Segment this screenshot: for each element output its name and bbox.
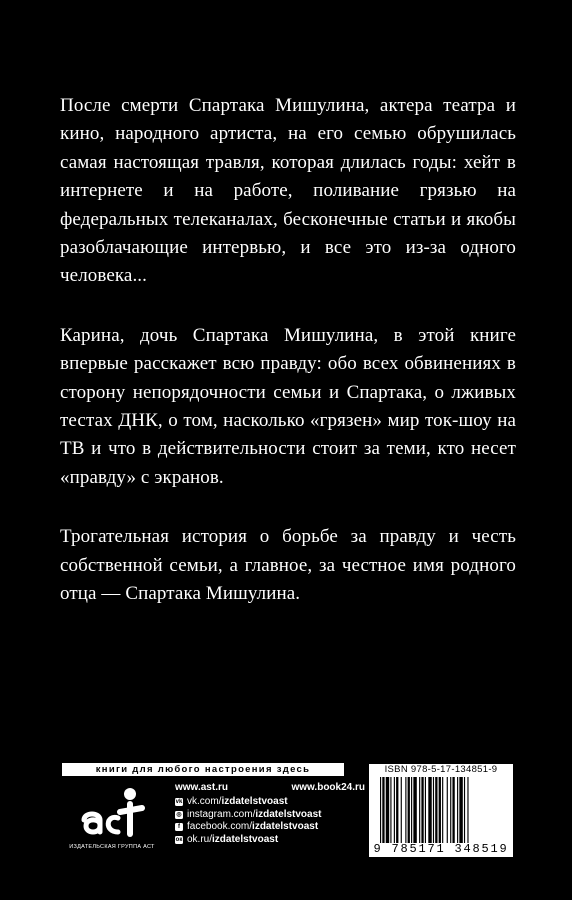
facebook-icon: f xyxy=(175,823,183,831)
social-prefix: vk.com/ xyxy=(187,796,222,807)
websites-row xyxy=(175,780,365,796)
social-handle: izdatelstvoast xyxy=(212,833,279,845)
social-link-facebook[interactable] xyxy=(175,821,365,834)
website-ast[interactable]: www.ast.ru xyxy=(175,782,228,793)
social-link-odnoklassniki[interactable] xyxy=(175,834,365,847)
vk-icon: vk xyxy=(175,799,183,806)
publisher-logo xyxy=(62,782,162,860)
social-prefix: instagram.com/ xyxy=(187,808,256,820)
publisher-links xyxy=(175,780,365,846)
blurb xyxy=(60,92,516,640)
barcode-icon xyxy=(380,777,502,843)
social-prefix: ok.ru/ xyxy=(187,833,213,845)
social-link-instagram[interactable] xyxy=(175,809,365,822)
blurb-paragraph-2: Карина, дочь Спартака Мишулина, в этой книге впервые расскажет всю правду: обо всех обвинениях в сторону непорядочности семьи и Спартака, о лживых тестах ДНК, о том, насколько «грязен» мир ток-шоу на ТВ и что в действительности стоит за теми, кто несет «правду» с экранов. xyxy=(60,324,516,488)
social-prefix: facebook.com/ xyxy=(187,821,253,833)
ast-logo-icon xyxy=(62,782,162,844)
barcode-digits: 9 785171 348519 xyxy=(373,842,509,856)
social-handle: izdatelstvoast xyxy=(221,796,288,807)
isbn-number: ISBN 978-5-17-134851-9 xyxy=(384,764,498,775)
blurb-paragraph-3: Трогательная история о борьбе за правду и честь собственной семьи, а главное, за честное имя родного отца — Спартака Мишулина. xyxy=(60,526,516,605)
blurb-paragraph-1: После смерти Спартака Мишулина, актера театра и кино, народного артиста, на его семью обрушилась самая настоящая травля, которая длилась годы: хейт в интернете и на работе, поливание грязью на федеральных телеканалах, бесконечные статьи и якобы разоблачающие интервью, и все это из-за одного человека... xyxy=(60,95,516,287)
odnoklassniki-icon: ок xyxy=(175,837,183,844)
isbn-barcode xyxy=(369,764,513,857)
website-book24[interactable]: www.book24.ru xyxy=(291,782,365,793)
publisher-caption: ИЗДАТЕЛЬСКАЯ ГРУППА АСТ xyxy=(69,844,155,850)
social-handle: izdatelstvoast xyxy=(255,808,322,820)
slogan-banner: книги для любого настроения здесь xyxy=(62,763,344,776)
instagram-icon: ◎ xyxy=(176,811,182,818)
social-handle: izdatelstvoast xyxy=(252,821,319,833)
social-link-vk[interactable] xyxy=(175,796,365,809)
